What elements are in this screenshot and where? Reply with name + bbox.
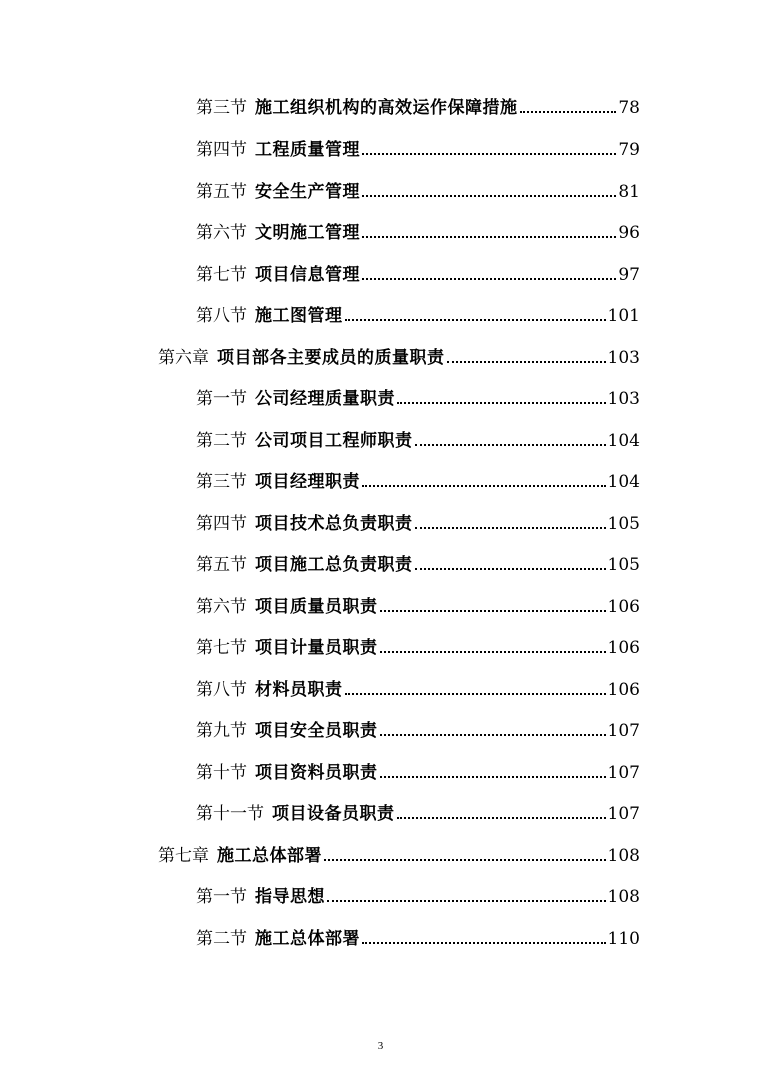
toc-entry[interactable] bbox=[196, 429, 640, 453]
toc-entry-page: 104 bbox=[607, 431, 640, 451]
dot-leader bbox=[397, 816, 606, 819]
toc-entry[interactable] bbox=[196, 96, 640, 120]
toc-entry-title: 项目资料员职责 bbox=[255, 763, 378, 783]
dot-leader bbox=[327, 899, 606, 902]
toc-entry[interactable] bbox=[196, 802, 640, 826]
toc-entry-page: 104 bbox=[607, 472, 640, 492]
dot-leader bbox=[520, 110, 617, 113]
toc-entry-title: 项目计量员职责 bbox=[255, 638, 378, 658]
toc-entry-title: 项目信息管理 bbox=[255, 265, 360, 285]
toc-entry-number: 第七节 bbox=[196, 638, 247, 658]
toc-entry-title: 项目安全员职责 bbox=[255, 721, 378, 741]
toc-entry-page: 108 bbox=[607, 887, 640, 907]
toc-entry[interactable] bbox=[196, 885, 640, 909]
toc-entry-number: 第五节 bbox=[196, 182, 247, 202]
toc-entry[interactable] bbox=[196, 387, 640, 411]
toc-entry[interactable] bbox=[196, 470, 640, 494]
toc-entry[interactable] bbox=[196, 595, 640, 619]
toc-entry-number: 第六节 bbox=[196, 223, 247, 243]
toc-entry-title: 安全生产管理 bbox=[255, 182, 360, 202]
dot-leader bbox=[362, 484, 606, 487]
dot-leader bbox=[324, 858, 606, 861]
dot-leader bbox=[362, 194, 616, 197]
toc-entry-title: 施工组织机构的高效运作保障措施 bbox=[255, 98, 518, 118]
toc-entry-number: 第九节 bbox=[196, 721, 247, 741]
toc-entry-number: 第一节 bbox=[196, 389, 247, 409]
toc-entry-page: 96 bbox=[618, 223, 640, 243]
dot-leader bbox=[345, 692, 606, 695]
dot-leader bbox=[380, 775, 606, 778]
dot-leader bbox=[380, 609, 606, 612]
toc-entry[interactable] bbox=[196, 678, 640, 702]
toc-entry-page: 107 bbox=[607, 763, 640, 783]
toc-entry-title: 施工图管理 bbox=[255, 306, 343, 326]
toc-entry-page: 108 bbox=[607, 846, 640, 866]
toc-entry[interactable] bbox=[196, 304, 640, 328]
toc-chapter-entry[interactable] bbox=[158, 346, 640, 370]
toc-entry-number: 第六章 bbox=[158, 348, 209, 368]
toc-entry-number: 第六节 bbox=[196, 597, 247, 617]
toc-entry-number: 第二节 bbox=[196, 929, 247, 949]
toc-entry[interactable] bbox=[196, 636, 640, 660]
toc-entry-title: 项目技术总负责职责 bbox=[255, 514, 413, 534]
dot-leader bbox=[415, 567, 606, 570]
toc-entry-title: 项目经理职责 bbox=[255, 472, 360, 492]
toc-entry-page: 81 bbox=[618, 182, 640, 202]
page-number: 3 bbox=[377, 1040, 384, 1052]
toc-entry-title: 项目设备员职责 bbox=[272, 804, 395, 824]
toc-entry[interactable] bbox=[196, 553, 640, 577]
dot-leader bbox=[362, 152, 616, 155]
toc-entry-title: 工程质量管理 bbox=[255, 140, 360, 160]
toc-entry-page: 110 bbox=[607, 929, 640, 949]
toc-entry-page: 106 bbox=[607, 680, 640, 700]
toc-entry-title: 文明施工管理 bbox=[255, 223, 360, 243]
toc-entry-number: 第三节 bbox=[196, 472, 247, 492]
dot-leader bbox=[380, 733, 606, 736]
dot-leader bbox=[380, 650, 606, 653]
toc-entry-title: 项目部各主要成员的质量职责 bbox=[217, 348, 445, 368]
toc-entry-page: 101 bbox=[607, 306, 640, 326]
dot-leader bbox=[415, 443, 606, 446]
dot-leader bbox=[397, 401, 606, 404]
toc-entry-page: 107 bbox=[607, 804, 640, 824]
toc-entry-page: 103 bbox=[607, 348, 640, 368]
toc-entry-number: 第十节 bbox=[196, 763, 247, 783]
dot-leader bbox=[362, 235, 616, 238]
toc-entry[interactable] bbox=[196, 263, 640, 287]
dot-leader bbox=[415, 526, 606, 529]
toc-chapter-entry[interactable] bbox=[158, 844, 640, 868]
toc-entry-page: 79 bbox=[618, 140, 640, 160]
toc-entry-title: 项目质量员职责 bbox=[255, 597, 378, 617]
toc-entry-page: 105 bbox=[607, 555, 640, 575]
toc-entry-title: 公司项目工程师职责 bbox=[255, 431, 413, 451]
toc-entry-title: 材料员职责 bbox=[255, 680, 343, 700]
toc-entry-number: 第十一节 bbox=[196, 804, 264, 824]
dot-leader bbox=[362, 941, 606, 944]
toc-entry-number: 第八节 bbox=[196, 680, 247, 700]
toc-entry-number: 第七节 bbox=[196, 265, 247, 285]
toc-entry-page: 106 bbox=[607, 597, 640, 617]
toc-entry[interactable] bbox=[196, 719, 640, 743]
toc-entry-number: 第四节 bbox=[196, 140, 247, 160]
toc-entry-title: 施工总体部署 bbox=[255, 929, 360, 949]
toc-entry[interactable] bbox=[196, 761, 640, 785]
toc-entry[interactable] bbox=[196, 180, 640, 204]
dot-leader bbox=[362, 277, 616, 280]
dot-leader bbox=[447, 360, 606, 363]
toc-entry[interactable] bbox=[196, 927, 640, 951]
toc-entry-number: 第三节 bbox=[196, 98, 247, 118]
toc-entry-page: 105 bbox=[607, 514, 640, 534]
toc-entry-title: 项目施工总负责职责 bbox=[255, 555, 413, 575]
toc-entry-number: 第二节 bbox=[196, 431, 247, 451]
toc-entry-number: 第八节 bbox=[196, 306, 247, 326]
toc-entry-page: 106 bbox=[607, 638, 640, 658]
toc-entry-title: 施工总体部署 bbox=[217, 846, 322, 866]
toc-entry[interactable] bbox=[196, 138, 640, 162]
toc-entry-number: 第五节 bbox=[196, 555, 247, 575]
toc-entry-title: 指导思想 bbox=[255, 887, 325, 907]
toc-entry-page: 103 bbox=[607, 389, 640, 409]
dot-leader bbox=[345, 318, 606, 321]
toc-entry-page: 97 bbox=[618, 265, 640, 285]
toc-entry[interactable] bbox=[196, 221, 640, 245]
toc-entry-number: 第一节 bbox=[196, 887, 247, 907]
toc-entry-number: 第七章 bbox=[158, 846, 209, 866]
toc-entry-page: 107 bbox=[607, 721, 640, 741]
toc-entry[interactable] bbox=[196, 512, 640, 536]
toc-entry-title: 公司经理质量职责 bbox=[255, 389, 395, 409]
toc-entry-page: 78 bbox=[618, 98, 640, 118]
toc-entry-number: 第四节 bbox=[196, 514, 247, 534]
